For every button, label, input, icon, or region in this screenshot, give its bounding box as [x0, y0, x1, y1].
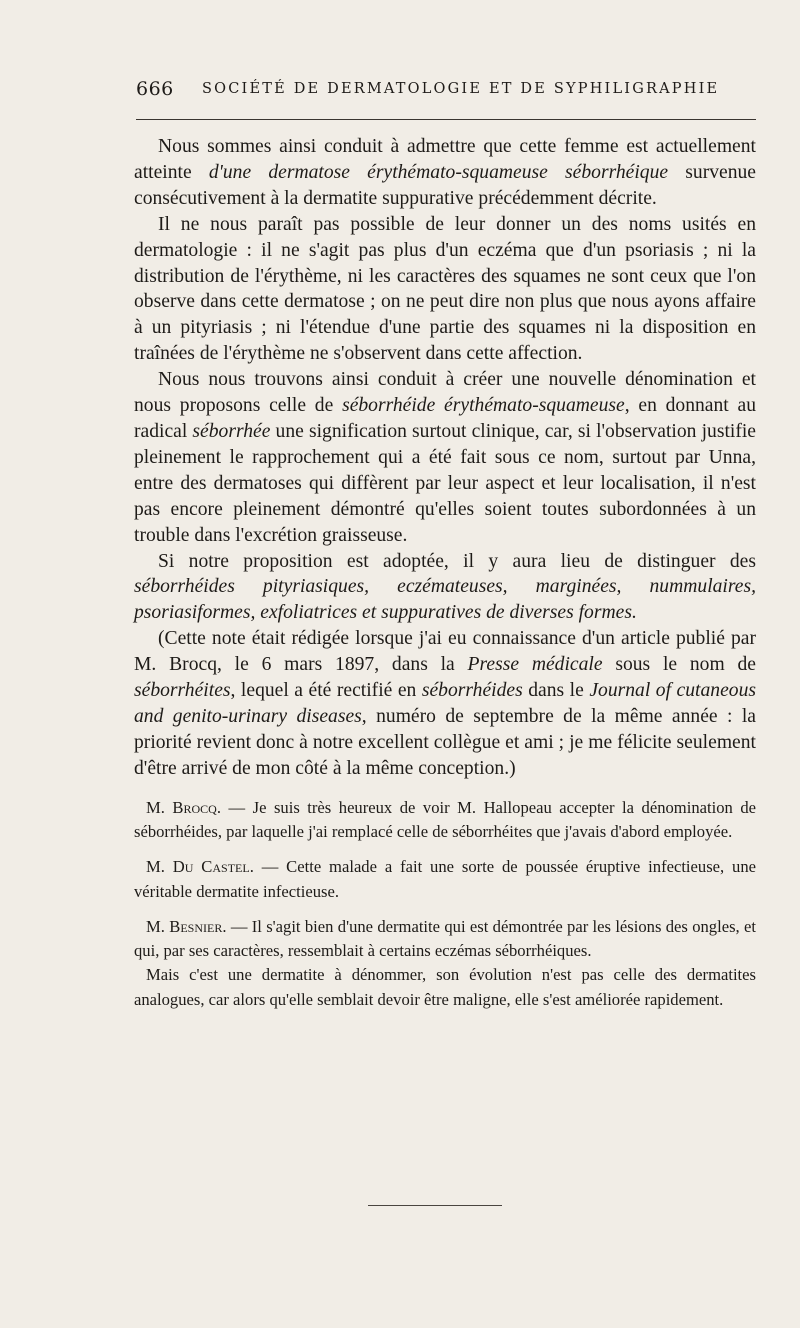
- paragraph-5-italic-1: Presse médicale: [467, 654, 603, 676]
- discussion-besnier: [134, 915, 756, 964]
- paragraph-1-italic: d'une dermatose érythémato-squameuse séborrhéique: [208, 161, 669, 183]
- speech-text: . — Je suis très heureux de voir M. Hallopeau accepter la dénomination de séborrhéides, par laquelle j'ai remplacé celle de séborrhéites que j'avais d'abord employée.: [134, 797, 756, 841]
- speaker-name: Besnier: [169, 916, 223, 936]
- paragraph-5: [134, 626, 756, 781]
- speaker-prefix: M.: [146, 857, 173, 877]
- paragraph-5-italic-3: séborrhéides: [421, 680, 523, 702]
- paragraph-3-b: , en donnant au radical: [134, 395, 756, 442]
- paragraph-1-b: survenue consécutivement à la dermatite suppurative précédemment décrite.: [134, 161, 757, 209]
- paragraph-5-b: sous le nom de: [602, 654, 756, 676]
- paragraph-4-italic: séborrhéides pityriasiques, eczémateuses, marginées, nummulaires, psoriasiformes, exfoliatrices et suppuratives de diverses formes.: [134, 576, 756, 624]
- paragraph-3-italic-1: séborrhéide érythémato-squameuse: [342, 395, 625, 417]
- paragraph-5-a: (Cette note était rédigée lorsque j'ai eu connaissance d'un article publié par M. Brocq, le 6 mars 1897, dans la: [134, 628, 756, 676]
- speaker-prefix: M.: [146, 916, 170, 936]
- speaker-prefix: M.: [146, 797, 173, 817]
- speaker-name: Brocq: [172, 797, 217, 817]
- paragraph-4: [134, 549, 756, 627]
- running-head: [136, 78, 756, 104]
- paragraph-1: [134, 134, 756, 212]
- body-text: [134, 134, 756, 1012]
- paragraph-5-italic-4: Journal of cutaneous and genito-urinary diseases: [134, 680, 756, 727]
- main-text: [134, 134, 756, 782]
- end-rule: [368, 1205, 502, 1206]
- discussion: [134, 796, 756, 1012]
- page-number: 666: [136, 78, 174, 100]
- paragraph-4-a: Si notre proposition est adoptée, il y aura lieu de distinguer des: [158, 550, 756, 572]
- paragraph-1-a: Nous sommes ainsi conduit à admettre que cette femme est actuellement atteinte: [134, 136, 756, 183]
- speech-text: . — Il s'agit bien d'une dermatite qui est démontrée par les lésions des ongles, et qui, par ses caractères, ressemblait à certains eczémas séborrhéiques.: [134, 916, 756, 961]
- discussion-brocq: [134, 796, 756, 845]
- paragraph-3-italic-2: séborrhée: [192, 420, 271, 442]
- paragraph-5-e: , numéro de septembre de la même année : la priorité revient donc à notre excellent collègue et ami ; je me félicite seulement d'être arrivé de mon côté à la même conception.): [134, 705, 756, 779]
- paragraph-3-c: une signification surtout clinique, car, si l'observation justifie pleinement le rapprochement qui a été fait sous ce nom, surtout par Unna, entre des dermatoses qui diffèrent par leur aspect et leur localisation, il n'est pas encore pleinement démontré qu'elles soient toutes subordonnées à un trouble dans l'excrétion graisseuse.: [134, 420, 756, 546]
- paragraph-3: [134, 367, 756, 548]
- speaker-name: Du Castel: [172, 857, 250, 877]
- paragraph-5-italic-2: séborrhéites: [134, 680, 231, 702]
- discussion-du-castel: [134, 855, 756, 904]
- running-title: SOCIÉTÉ DE DERMATOLOGIE ET DE SYPHILIGRAPHIE: [202, 81, 720, 97]
- header-rule: [136, 119, 756, 120]
- speech-text: . — Cette malade a fait une sorte de poussée éruptive infectieuse, une véritable dermatite infectieuse.: [134, 857, 756, 901]
- paragraph-2: Il ne nous paraît pas possible de leur donner un des noms usités en dermatologie : il ne s'agit pas plus d'un eczéma que d'un psoriasis ; ni la distribution de l'érythème, ni les caractères des squames ne sont ceux que l'on observe dans cette dermatose ; on ne peut dire non plus que nous ayons affaire à un pityriasis ; ni l'étendue d'une partie des squames ni la disposition en traînées de l'érythème ne s'observent dans cette affection.: [134, 213, 756, 365]
- paragraph-5-c: , lequel a été rectifié en: [230, 680, 422, 702]
- paragraph-3-a: Nous nous trouvons ainsi conduit à créer une nouvelle dénomination et nous proposons celle de: [134, 369, 756, 417]
- paragraph-5-d: dans le: [522, 680, 590, 702]
- discussion-besnier-continued: Mais c'est une dermatite à dénommer, son évolution n'est pas celle des dermatites analogues, car alors qu'elle semblait devoir être maligne, elle s'est améliorée rapidement.: [134, 965, 756, 1009]
